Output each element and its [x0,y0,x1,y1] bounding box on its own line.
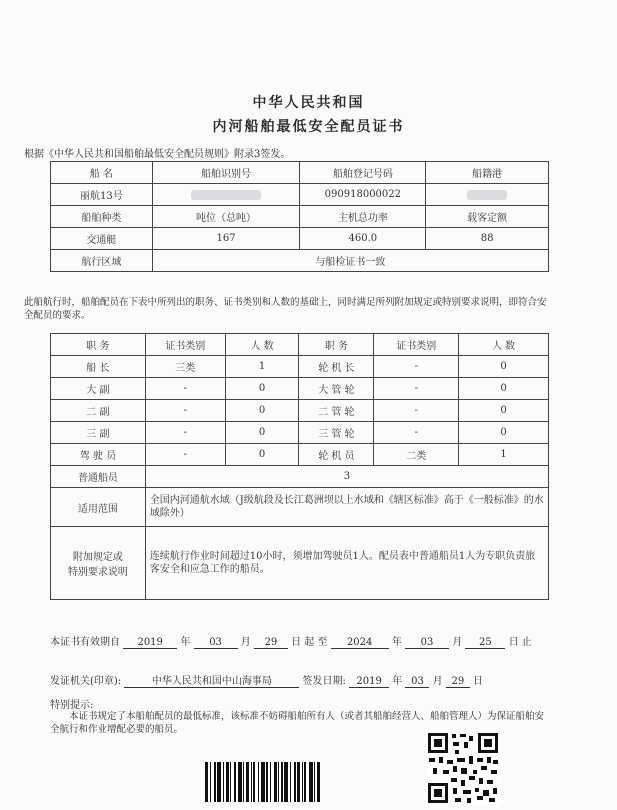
navigation-area-label: 航行区域 [51,250,153,272]
header-position: 职 务 [51,334,146,356]
issue-year: 2019 [349,676,389,688]
issue-day: 29 [446,676,470,688]
to-month: 03 [405,637,449,649]
special-notice-text: 本证书规定了本船舶配员的最低标准，该标准不妨碍船舶所有人（或者其船舶经营人、船舶管理人）为保证船舶安全航行和作业增配必要的船员。 [50,711,545,735]
cert-class: - [145,378,225,400]
table-row [51,422,549,444]
count: 0 [225,400,299,422]
power-label: 主机总功率 [300,206,426,228]
passenger-capacity-value: 88 [426,228,549,250]
document-title: 内河船舶最低安全配员证书 [212,119,405,135]
cert-class: - [374,422,459,444]
table-row [51,334,549,356]
issuing-authority-label: 发证机关(印章): [50,676,122,687]
position: 驾 驶 员 [51,444,146,466]
to-day: 25 [465,637,505,649]
position: 三 管 轮 [299,422,374,444]
passenger-capacity-label: 载客定额 [426,206,549,228]
position: 船 长 [51,356,146,378]
day-char: 日 [473,676,484,687]
header-cert-class: 证书类别 [145,334,225,356]
issuing-authority: 中华人民共和国中山海事局 [124,672,299,688]
header-registration-no: 船舶登记号码 [300,162,426,184]
ship-type-value: 交通艇 [51,228,153,250]
registration-no-value: 090918000022 [300,184,426,206]
count: 0 [459,422,549,444]
table-row [51,162,549,184]
year-char: 年 [391,637,402,648]
day-from-char: 日 起 至 [291,637,328,648]
cert-class: - [145,400,225,422]
position: 轮 机 员 [299,444,374,466]
position: 大 副 [51,378,146,400]
from-month: 03 [194,637,238,649]
count: 0 [459,400,549,422]
tonnage-label: 吨位（总吨） [152,206,300,228]
cert-class: 二类 [374,444,459,466]
validity-line [50,633,532,649]
count: 0 [225,422,299,444]
special-notice-heading: 特别提示: [50,700,94,711]
count: 0 [225,378,299,400]
special-requirements-label [51,527,146,600]
ship-info-table [50,161,549,272]
document-country-title: 中华人民共和国 [252,95,365,111]
year-char: 年 [392,676,403,687]
issue-month: 03 [405,676,429,688]
ordinary-crew-value: 3 [145,466,548,488]
count: 0 [459,356,549,378]
power-value: 460.0 [300,228,426,250]
ship-name-value: 丽航13号 [51,184,153,206]
tonnage-value: 167 [152,228,300,250]
header-ship-name: 船 名 [51,162,153,184]
ship-id-redacted [152,184,300,206]
table-row [51,356,549,378]
table-row [51,250,549,272]
header-cert-class: 证书类别 [374,334,459,356]
intro-paragraph: 此船航行时，船舶配员在下表中所列出的职务、证书类别和人数的基础上，同时满足所列附加规定或特别要求说明，即符合安全配员的要求。 [24,297,547,321]
table-row [51,228,549,250]
table-row [51,184,549,206]
table-row [51,527,549,600]
table-row [51,400,549,422]
count: 1 [459,444,549,466]
scope-label: 适用范围 [51,488,146,527]
header-ship-id: 船舶识别号 [152,162,300,184]
cert-class: - [374,400,459,422]
scope-value: 全国内河通航水域（J级航段及长江葛洲坝以上水域和《辖区标准》高于《一般标准》的水域除外） [145,488,548,527]
year-char: 年 [180,637,191,648]
position: 二 副 [51,400,146,422]
cert-class: - [374,356,459,378]
cert-class: - [145,444,225,466]
month-char: 月 [432,676,443,687]
table-row [51,444,549,466]
ordinary-crew-label: 普通船员 [51,466,146,488]
from-year: 2019 [123,637,177,649]
cert-class: 三类 [145,356,225,378]
day-end-char: 日 止 [508,637,532,648]
issue-line [50,672,483,688]
qr-code-graphic [425,730,501,806]
table-row [51,206,549,228]
to-year: 2024 [331,637,389,649]
header-port-of-registry: 船籍港 [426,162,549,184]
special-label-line1: 附加规定或 [72,552,123,563]
issue-date-label: 签发日期: [302,676,346,687]
month-char: 月 [240,637,251,648]
validity-prefix: 本证书有效期自 [50,637,120,648]
port-of-registry-redacted [426,184,549,206]
basis-text: 根据《中华人民共和国船舶最低安全配员规则》附录3签发。 [24,149,291,160]
header-count: 人 数 [225,334,299,356]
month-char: 月 [452,637,463,648]
header-count: 人 数 [459,334,549,356]
table-row [51,466,549,488]
special-label-line2: 特别要求说明 [67,567,128,578]
header-position: 职 务 [299,334,374,356]
navigation-area-value: 与船检证书一致 [152,250,548,272]
count: 1 [225,356,299,378]
qr-code [425,730,501,806]
count: 0 [225,444,299,466]
position: 三 副 [51,422,146,444]
crew-table [50,333,549,600]
barcode [205,762,360,802]
count: 0 [459,378,549,400]
position: 二 管 轮 [299,400,374,422]
cert-class: - [145,422,225,444]
table-row [51,488,549,527]
cert-class: - [374,378,459,400]
position: 大 管 轮 [299,378,374,400]
special-requirements-value: 连续航行作业时间超过10小时，须增加驾驶员1人。配员表中普通船员1人为专职负责旅客安全和应急工作的船员。 [145,527,548,600]
ship-type-label: 船舶种类 [51,206,153,228]
from-day: 29 [254,637,288,649]
position: 轮 机 长 [299,356,374,378]
table-row [51,378,549,400]
